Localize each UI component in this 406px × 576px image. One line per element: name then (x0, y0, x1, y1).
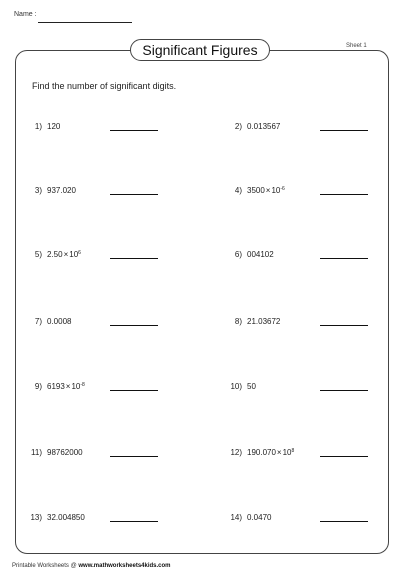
answer-line[interactable] (320, 258, 368, 259)
answer-line[interactable] (320, 194, 368, 195)
footer-site-link[interactable]: www.mathworksheets4kids.com (78, 563, 171, 569)
answer-line[interactable] (320, 390, 368, 391)
problem-number: 4) (234, 186, 242, 195)
mantissa: 0.0008 (47, 317, 72, 326)
problem-number: 6) (234, 250, 242, 259)
problem-expression (247, 186, 285, 195)
problem-number: 5) (34, 250, 42, 259)
power-base: 10 (71, 382, 81, 391)
answer-line[interactable] (320, 456, 368, 457)
answer-line[interactable] (320, 130, 368, 131)
footer-prefix: Printable Worksheets @ (12, 563, 77, 569)
times-sign: × (276, 448, 282, 457)
answer-line[interactable] (110, 456, 158, 457)
mantissa: 0.013567 (247, 122, 281, 131)
answer-line[interactable] (320, 521, 368, 522)
answer-line[interactable] (110, 390, 158, 391)
problem-number: 10) (230, 382, 242, 391)
problem-number: 7) (34, 317, 42, 326)
problem-number: 9) (34, 382, 42, 391)
problem-number: 2) (234, 122, 242, 131)
problem-expression (247, 382, 256, 391)
mantissa: 98762000 (47, 448, 83, 457)
problem-expression (247, 122, 280, 131)
name-answer-line[interactable] (38, 22, 132, 23)
problem-expression (247, 317, 280, 326)
power-exponent: 8 (291, 448, 295, 454)
power-exponent: -6 (280, 186, 285, 192)
problem-number: 12) (230, 448, 242, 457)
problem-number: 11) (31, 448, 42, 457)
problem-expression (47, 513, 85, 522)
mantissa: 937.020 (47, 186, 76, 195)
worksheet-title: Significant Figures (130, 39, 270, 61)
answer-line[interactable] (110, 194, 158, 195)
answer-line[interactable] (110, 130, 158, 131)
name-label: Name : (14, 11, 37, 18)
problem-number: 13) (30, 513, 42, 522)
problem-number: 14) (230, 513, 242, 522)
problem-expression (47, 122, 60, 131)
problem-expression (247, 250, 274, 259)
mantissa: 120 (47, 122, 61, 131)
problem-expression (47, 448, 83, 457)
problem-number: 8) (234, 317, 242, 326)
mantissa: 21.03672 (247, 317, 281, 326)
answer-line[interactable] (110, 258, 158, 259)
problem-number: 3) (34, 186, 42, 195)
mantissa: 32.004850 (47, 513, 85, 522)
mantissa: 50 (247, 382, 256, 391)
problem-expression (247, 448, 294, 457)
problem-expression (247, 513, 271, 522)
problem-number: 1) (34, 122, 42, 131)
problem-expression (47, 250, 81, 259)
answer-line[interactable] (320, 325, 368, 326)
sheet-label: Sheet 1 (346, 43, 367, 49)
footer (12, 563, 171, 569)
answer-line[interactable] (110, 521, 158, 522)
times-sign: × (265, 186, 271, 195)
power-exponent: -8 (80, 382, 85, 388)
times-sign: × (63, 250, 69, 259)
problem-expression (47, 317, 71, 326)
answer-line[interactable] (110, 325, 158, 326)
mantissa: 6193 (47, 382, 65, 391)
power-base: 10 (69, 250, 79, 259)
mantissa: 3500 (247, 186, 265, 195)
mantissa: 2.50 (47, 250, 63, 259)
mantissa: 0.0470 (247, 513, 272, 522)
worksheet-frame (15, 50, 389, 554)
power-base: 10 (282, 448, 292, 457)
power-exponent: 6 (78, 250, 81, 256)
power-base: 10 (271, 186, 281, 195)
times-sign: × (65, 382, 71, 391)
problem-expression (47, 382, 85, 391)
instruction-text: Find the number of significant digits. (32, 81, 177, 91)
mantissa: 004102 (247, 250, 274, 259)
mantissa: 190.070 (247, 448, 276, 457)
problem-expression (47, 186, 76, 195)
